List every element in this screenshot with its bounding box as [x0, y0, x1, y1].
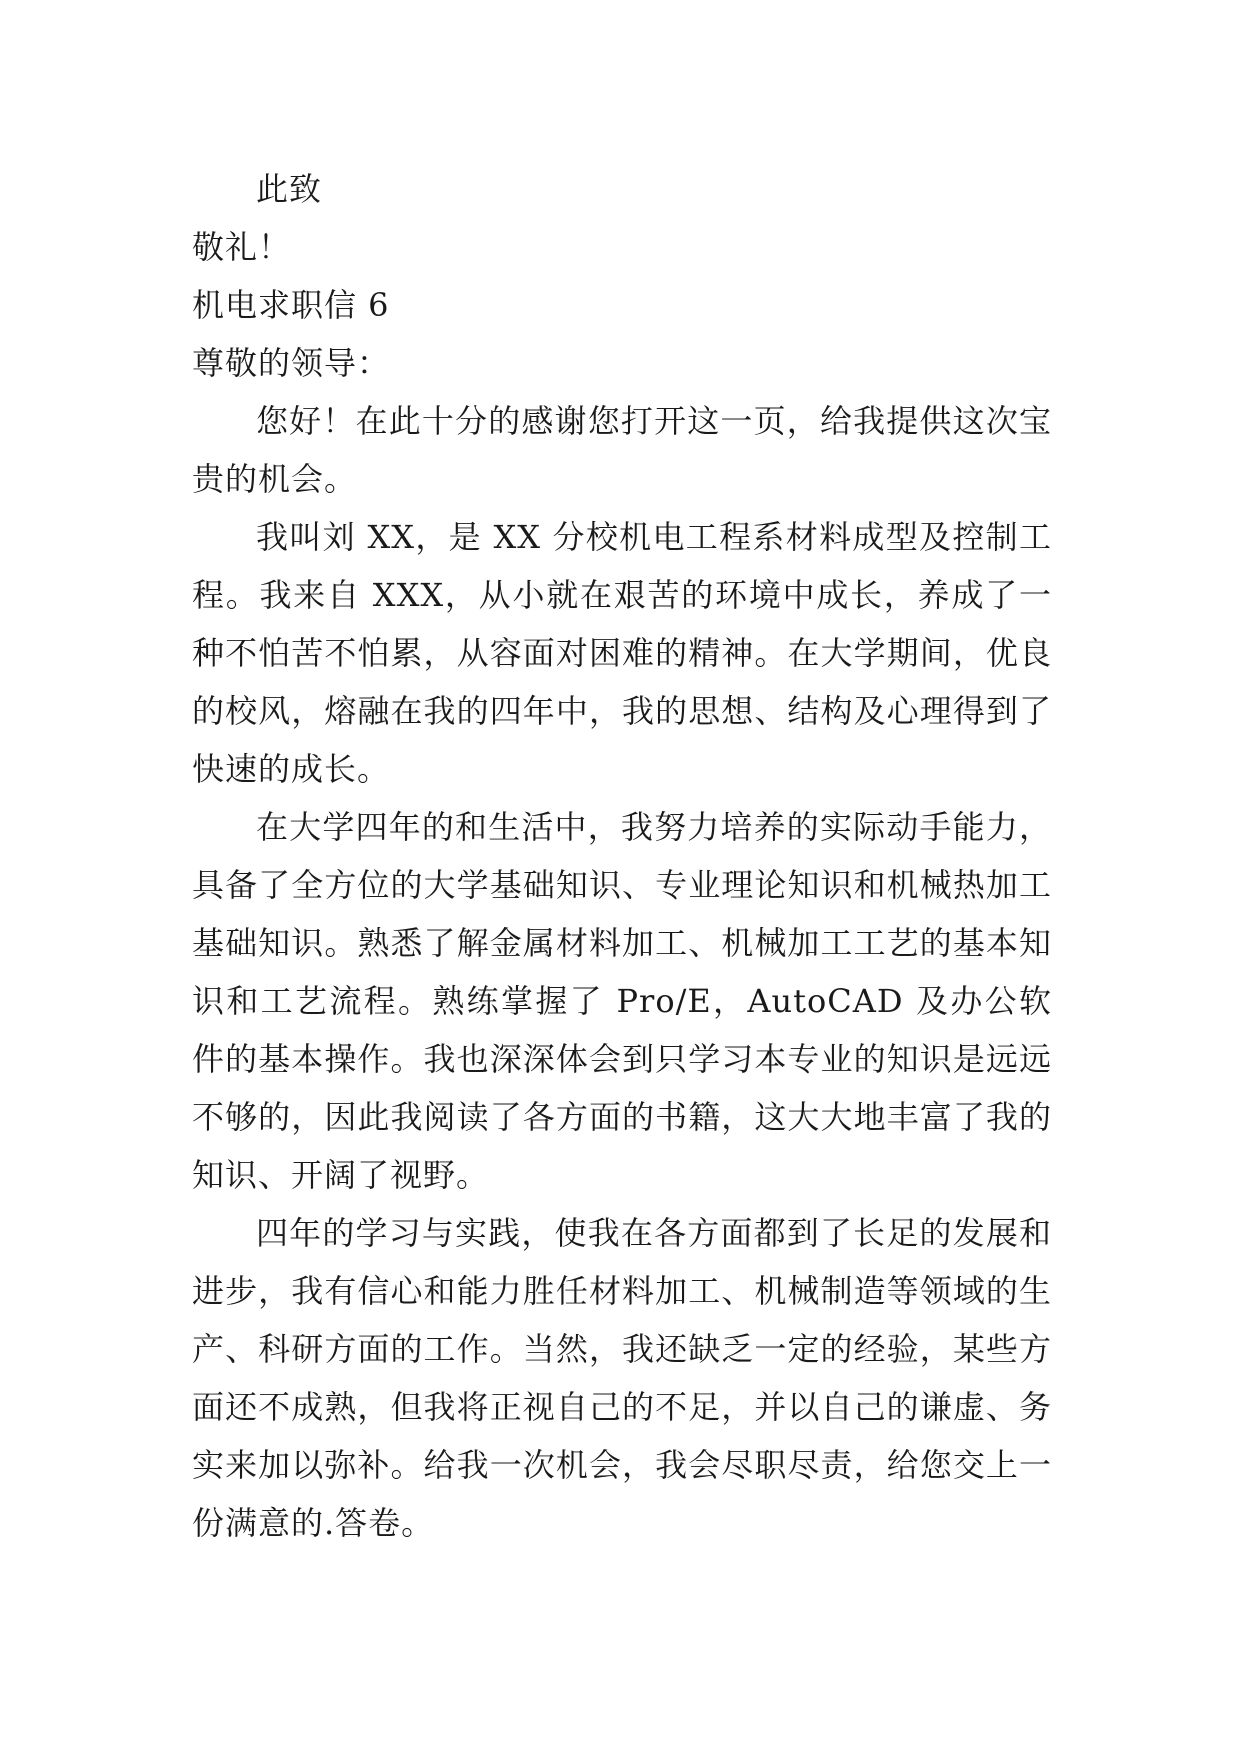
closing-cizhi: 此致 — [256, 170, 323, 208]
letter-title: 机电求职信 6 — [192, 286, 390, 324]
salutation: 尊敬的领导： — [192, 344, 391, 382]
paragraph: 四年的学习与实践，使我在各方面都到了长足的发展和进步，我有信心和能力胜任材料加工、机械制造等领域的生产、科研方面的工作。当然，我还缺乏一定的经验，某些方面还不成熟，但我将正视自己的不足，并以自己的谦虚、务实来加以弥补。给我一次机会，我会尽职尽责，给您交上一份满意的.答卷。 — [192, 1214, 1052, 1542]
letter-body — [192, 160, 1052, 1552]
closing-jingli: 敬礼！ — [192, 228, 292, 266]
paragraph: 我叫刘 XX，是 XX 分校机电工程系材料成型及控制工程。我来自 XXX，从小就在艰苦的环境中成长，养成了一种不怕苦不怕累，从容面对困难的精神。在大学期间，优良的校风，熔融在我的四年中，我的思想、结构及心理得到了快速的成长。 — [192, 518, 1052, 788]
paragraph: 在大学四年的和生活中，我努力培养的实际动手能力，具备了全方位的大学基础知识、专业理论知识和机械热加工基础知识。熟悉了解金属材料加工、机械加工工艺的基本知识和工艺流程。熟练掌握了 Pro/E，AutoCAD 及办公软件的基本操作。我也深深体会到只学习本专业的知识是远远不够的，因此我阅读了各方面的书籍，这大大地丰富了我的知识、开阔了视野。 — [192, 808, 1052, 1194]
paragraph: 您好！在此十分的感谢您打开这一页，给我提供这次宝贵的机会。 — [192, 402, 1052, 498]
